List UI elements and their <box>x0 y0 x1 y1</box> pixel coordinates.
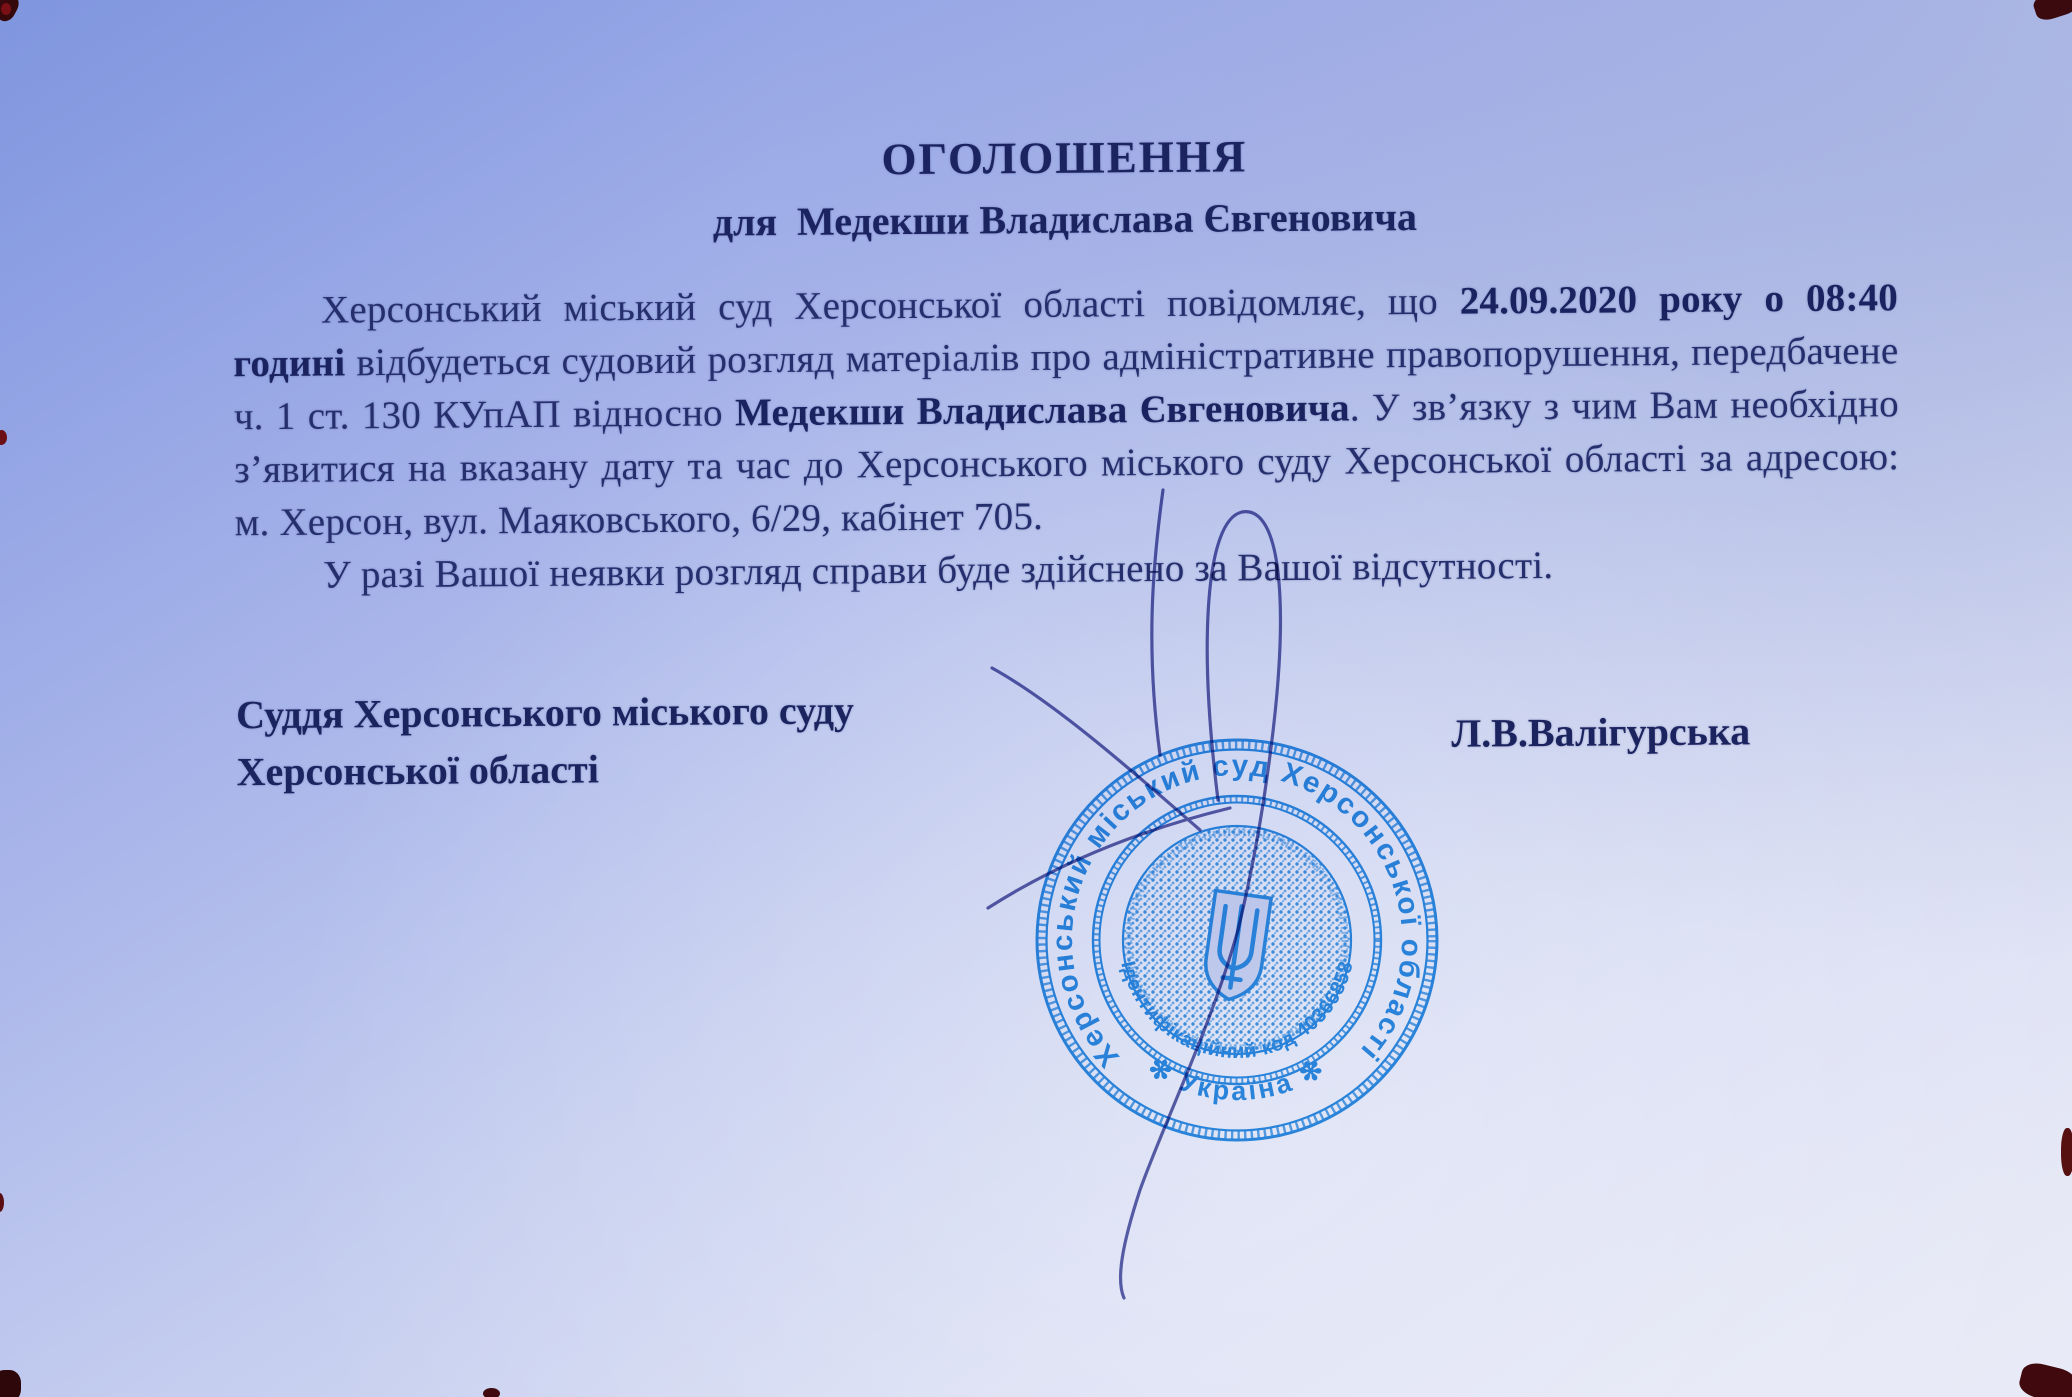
judge-name: Л.В.Валігурська <box>1451 708 1751 756</box>
stamp-country-text: ✻ Україна ✻ <box>1142 1051 1332 1107</box>
defendant-name: Медекши Владислава Євгеновича <box>734 386 1350 435</box>
judge-role-line2: Херсонської області <box>236 746 600 795</box>
body-seg1: Херсонський міський суд Херсонської області повідомляє, що <box>320 279 1460 332</box>
closing-paragraph: У разі Вашої неявки розгляд справи буде здійснено за Вашої відсутності. <box>322 543 1554 597</box>
page-title: ОГОЛОШЕННЯ <box>881 131 1248 185</box>
stamp-ring-text: Херсонський міський суд Херсонської області <box>1046 749 1428 1074</box>
photo-corner-artifact <box>0 1370 21 1397</box>
body-seg5: . У зв’язку з чим Вам необхідно з’явитися на вказану дату та час до Херсонського міського суду Херсонської області за адресою: м. Херсон, вул. Маяковського, 6/29, кабінет 705. <box>234 382 1900 545</box>
body-seg3: відбудеться судовий розгляд матеріалів про адміністративне правопорушення, передбачене ч. 1 ст. 130 КУпАП відносно <box>233 329 1899 439</box>
stamp-code-text: Ідентифікаційний код 40366858 <box>1116 958 1358 1064</box>
photo-corner-artifact <box>1 3 11 15</box>
photo-edge-artifact <box>483 1388 500 1397</box>
hearing-datetime: 24.09.2020 року о 08:40 годині <box>233 276 1899 386</box>
judge-role-line1: Суддя Херсонського міського суду <box>236 687 855 738</box>
addressee-line: для Медекши Владислава Євгеновича <box>712 193 1418 245</box>
photo-edge-artifact <box>2061 1128 2072 1176</box>
handwritten-signature <box>940 455 1460 1325</box>
photo-edge-artifact <box>0 1193 4 1212</box>
